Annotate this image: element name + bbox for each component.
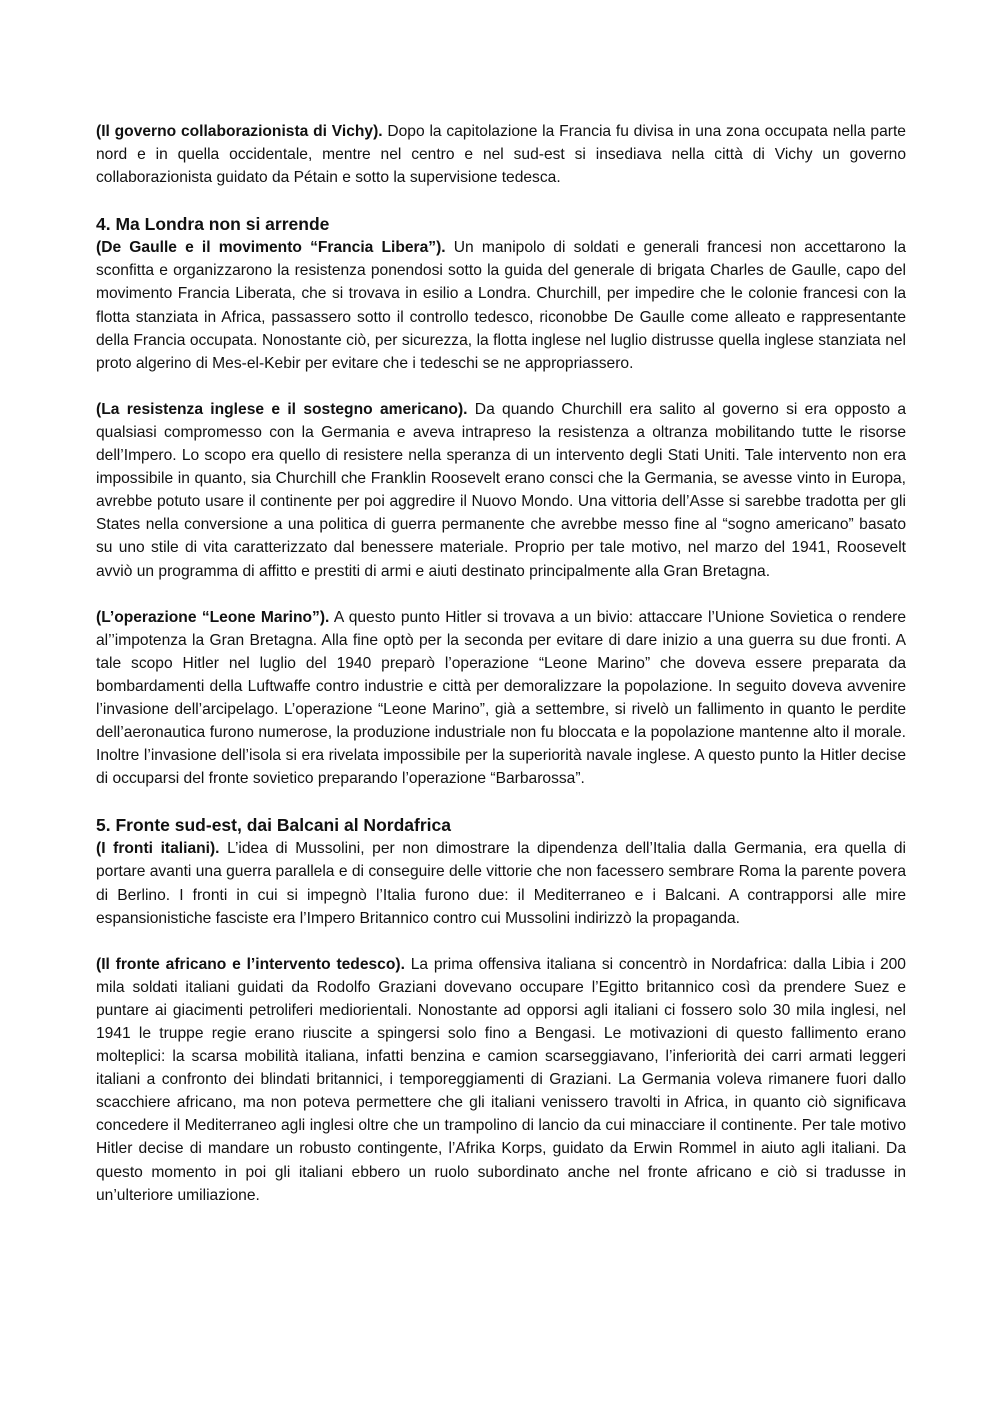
paragraph-lead: (De Gaulle e il movimento “Francia Libera”). <box>96 239 446 257</box>
paragraph-fronti-italiani <box>96 837 906 929</box>
spacer <box>96 930 906 953</box>
paragraph-text: L’idea di Mussolini, per non dimostrare la dipendenza dell’Italia dalla Germania, era quella di portare avanti una guerra parallela e di conseguire delle vittorie che non facessero sembrare Roma la parente povera di Berlino. I fronti in cui si impegnò l’Italia furono due: il Mediterraneo e i Balcani. A contrapporsi alle mire espansionistiche fasciste era l’Impero Britannico contro cui Mussolini indirizzò la propaganda. <box>96 840 906 927</box>
document-page <box>96 120 906 1207</box>
paragraph-lead: (I fronti italiani). <box>96 840 220 858</box>
paragraph-text: Un manipolo di soldati e generali francesi non accettarono la sconfitta e organizzarono la resistenza ponendosi sotto la guida del generale di brigata Charles de Gaulle, capo del movimento Francia Liberata, che si trovava in esilio a Londra. Churchill, per impedire che le colonie francesi con la flotta stanziata in Africa, passassero sotto il controllo tedesco, riconobbe De Gaulle come alleato e rappresentante della Francia occupata. Nonostante ciò, per sicurezza, la flotta inglese nel luglio distrusse quella inglese stanziata nel proto algerino di Mes-el-Kebir per evitare che i tedeschi se ne appropriassero. <box>96 239 906 372</box>
paragraph-text: La prima offensiva italiana si concentrò in Nordafrica: dalla Libia i 200 mila soldati italiani guidati da Rodolfo Graziani dovevano occupare l’Egitto britannico così da prendere Suez e puntare ai giacimenti petroliferi mediorientali. Nonostante ad opporsi agli italiani ci fossero solo 30 mila inglesi, nel 1941 le truppe regie erano riuscite a spingersi solo fino a Bengasi. Le motivazioni di questo fallimento erano molteplici: la scarsa mobilità italiana, infatti benzina e camion scarseggiavano, l’inferiorità dei carri armati leggeri italiani a confronto dei blindati britannici, i temporeggiamenti di Graziani. La Germania voleva rimanere fuori dallo scacchiere africano, ma non poteva permettere che gli italiani venissero travolti in Africa, in quanto ciò significava concedere il Mediterraneo agli inglesi oltre che un trampolino di lancio da cui minacciare il continente. Per tale motivo Hitler decise di mandare un robusto contingente, l’Afrika Korps, guidato da Erwin Rommel in aiuto agli italiani. Da questo momento in poi gli italiani ebbero un ruolo subordinato anche nel fronte africano e ciò si tradusse in un’ulteriore umiliazione. <box>96 955 906 1204</box>
spacer <box>96 189 906 212</box>
paragraph-resistenza <box>96 398 906 583</box>
paragraph-text: Da quando Churchill era salito al governo si era opposto a qualsiasi compromesso con la Germania e aveva intrapreso la resistenza a oltranza mobilitando tutte le risorse dell’Impero. Lo scopo era quello di resistere nella speranza di un intervento degli Stati Uniti. Tale intervento non era impossibile in quanto, sia Churchill che Franklin Roosevelt erano consci che la Germania, se avesse vinto in Europa, avrebbe potuto usare il continente per poi aggredire il Nuovo Mondo. Una vittoria dell’Asse si sarebbe tradotta per gli States nella conversione a una politica di guerra permanente che avrebbe messo fine al “sogno americano” basato su uno stile di vita caratterizzato dal benessere materiale. Proprio per tale motivo, nel marzo del 1941, Roosevelt avviò un programma di affitto e prestiti di armi e aiuti destinato principalmente alla Gran Bretagna. <box>96 400 906 580</box>
paragraph-fronte-africano <box>96 953 906 1207</box>
paragraph-lead: (Il governo collaborazionista di Vichy). <box>96 123 383 140</box>
section-4-heading: 4. Ma Londra non si arrende <box>96 214 330 235</box>
paragraph-lead: (L’operazione “Leone Marino”). <box>96 608 330 626</box>
paragraph-lead: (La resistenza inglese e il sostegno americano). <box>96 400 468 418</box>
spacer <box>96 790 906 813</box>
paragraph-text: A questo punto Hitler si trovava a un bivio: attaccare l’Unione Sovietica o rendere al’’impotenza la Gran Bretagna. Alla fine optò per la seconda per evitare di dare inizio a una guerra su due fronti. A tale scopo Hitler nel luglio del 1940 preparò l’operazione “Leone Marino” che doveva essere preparata da bombardamenti della Luftwaffe contro industrie e città per demoralizzare la popolazione. In seguito doveva avvenire l’invasione dell’arcipelago. L’operazione “Leone Marino”, già a settembre, si rivelò un fallimento in quanto le perdite dell’aeronautica furono numerose, la produzione industriale non fu bloccata e la popolazione mantenne alto il morale. Inoltre l’invasione dell’isola si era rivelata impossibile per la superiorità navale inglese. A questo punto la Hitler decise di occuparsi del fronte sovietico preparando l’operazione “Barbarossa”. <box>96 608 907 788</box>
spacer <box>96 583 906 606</box>
paragraph-lead: (Il fronte africano e l’intervento tedesco). <box>96 955 405 973</box>
paragraph-vichy <box>96 120 906 189</box>
paragraph-leone-marino <box>96 606 906 791</box>
spacer <box>96 375 906 398</box>
paragraph-degaulle <box>96 236 906 375</box>
paragraph-text: Dopo la capitolazione la Francia fu divisa in una zona occupata nella parte nord e in quella occidentale, mentre nel centro e nel sud-est si insediava nella città di Vichy un governo collaborazionista guidato da Pétain e sotto la supervisione tedesca. <box>96 123 906 187</box>
section-5-heading: 5. Fronte sud-est, dai Balcani al Nordafrica <box>96 815 451 836</box>
